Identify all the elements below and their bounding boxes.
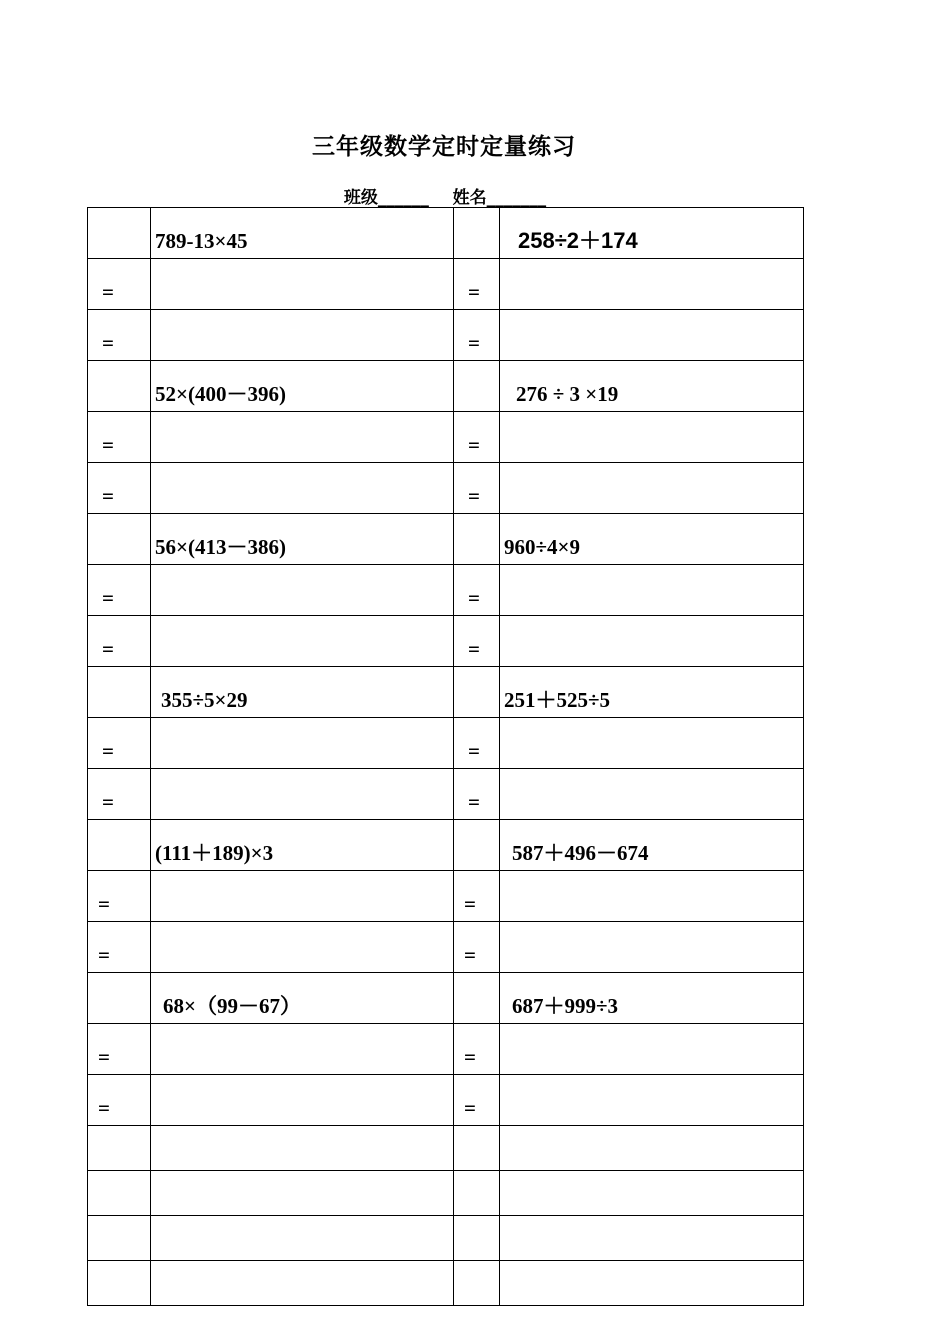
answer-row <box>88 310 804 361</box>
equals-sign: = <box>88 616 151 667</box>
equals-sign: = <box>454 565 500 616</box>
answer-cell[interactable] <box>151 871 454 922</box>
blank-cell[interactable] <box>500 1261 804 1306</box>
answer-row <box>88 565 804 616</box>
answer-cell[interactable] <box>500 1075 804 1126</box>
blank-cell <box>88 514 151 565</box>
problem-left: 355÷5×29 <box>151 667 454 718</box>
class-blank[interactable]: ______ <box>377 188 429 208</box>
equals-sign: = <box>88 718 151 769</box>
problem-left: 56×(413－386) <box>151 514 454 565</box>
problem-left: 789-13×45 <box>151 208 454 259</box>
problem-left: (111＋189)×3 <box>151 820 454 871</box>
blank-cell[interactable] <box>454 1171 500 1216</box>
equals-sign: = <box>454 616 500 667</box>
answer-row <box>88 1024 804 1075</box>
empty-row <box>88 1171 804 1216</box>
answer-cell[interactable] <box>500 769 804 820</box>
problem-right: 276 ÷ 3 ×19 <box>500 361 804 412</box>
answer-row <box>88 1075 804 1126</box>
answer-row <box>88 463 804 514</box>
equals-sign: = <box>88 1075 151 1126</box>
equals-sign: = <box>88 1024 151 1075</box>
answer-cell[interactable] <box>151 616 454 667</box>
blank-cell <box>88 667 151 718</box>
answer-row <box>88 769 804 820</box>
worksheet-table <box>87 207 804 1306</box>
blank-cell[interactable] <box>151 1171 454 1216</box>
student-info <box>0 183 890 208</box>
blank-cell[interactable] <box>151 1216 454 1261</box>
answer-row <box>88 718 804 769</box>
answer-cell[interactable] <box>151 1075 454 1126</box>
answer-cell[interactable] <box>151 412 454 463</box>
answer-cell[interactable] <box>151 769 454 820</box>
blank-cell <box>454 361 500 412</box>
answer-cell[interactable] <box>500 310 804 361</box>
problem-left: 52×(400－396) <box>151 361 454 412</box>
problem-row <box>88 514 804 565</box>
equals-sign: = <box>454 310 500 361</box>
blank-cell <box>88 208 151 259</box>
name-blank[interactable]: _______ <box>486 188 547 208</box>
equals-sign: = <box>454 718 500 769</box>
answer-cell[interactable] <box>151 922 454 973</box>
problem-row <box>88 667 804 718</box>
blank-cell <box>88 361 151 412</box>
equals-sign: = <box>88 871 151 922</box>
problem-row <box>88 973 804 1024</box>
answer-cell[interactable] <box>500 871 804 922</box>
blank-cell[interactable] <box>88 1216 151 1261</box>
blank-cell[interactable] <box>454 1216 500 1261</box>
blank-cell[interactable] <box>454 1126 500 1171</box>
problem-right: 587＋496－674 <box>500 820 804 871</box>
equals-sign: = <box>454 259 500 310</box>
equals-sign: = <box>88 565 151 616</box>
class-label: 班级 <box>343 188 378 208</box>
answer-cell[interactable] <box>151 259 454 310</box>
blank-cell[interactable] <box>151 1261 454 1306</box>
blank-cell <box>454 973 500 1024</box>
blank-cell <box>454 514 500 565</box>
equals-sign: = <box>88 922 151 973</box>
equals-sign: = <box>454 922 500 973</box>
answer-cell[interactable] <box>500 259 804 310</box>
answer-cell[interactable] <box>500 718 804 769</box>
equals-sign: = <box>88 412 151 463</box>
equals-sign: = <box>88 310 151 361</box>
equals-sign: = <box>454 463 500 514</box>
equals-sign: = <box>88 259 151 310</box>
name-label: 姓名 <box>452 188 487 208</box>
answer-cell[interactable] <box>151 310 454 361</box>
equals-sign: = <box>88 769 151 820</box>
blank-cell <box>454 208 500 259</box>
equals-sign: = <box>454 1024 500 1075</box>
blank-cell[interactable] <box>88 1126 151 1171</box>
empty-row <box>88 1216 804 1261</box>
answer-cell[interactable] <box>500 1024 804 1075</box>
problem-left: 68×（99－67） <box>151 973 454 1024</box>
blank-cell[interactable] <box>88 1261 151 1306</box>
empty-row <box>88 1126 804 1171</box>
problem-row <box>88 208 804 259</box>
problem-right: 960÷4×9 <box>500 514 804 565</box>
equals-sign: = <box>88 463 151 514</box>
blank-cell[interactable] <box>500 1126 804 1171</box>
answer-cell[interactable] <box>151 565 454 616</box>
answer-cell[interactable] <box>500 922 804 973</box>
problem-row <box>88 361 804 412</box>
blank-cell <box>454 820 500 871</box>
answer-row <box>88 871 804 922</box>
blank-cell <box>88 973 151 1024</box>
equals-sign: = <box>454 871 500 922</box>
problem-right: 258÷2＋174 <box>500 208 804 259</box>
answer-cell[interactable] <box>500 463 804 514</box>
blank-cell <box>88 820 151 871</box>
answer-row <box>88 616 804 667</box>
answer-cell[interactable] <box>500 565 804 616</box>
answer-row <box>88 922 804 973</box>
blank-cell[interactable] <box>88 1171 151 1216</box>
answer-row <box>88 412 804 463</box>
blank-cell[interactable] <box>500 1171 804 1216</box>
problem-row <box>88 820 804 871</box>
answer-cell[interactable] <box>500 412 804 463</box>
equals-sign: = <box>454 412 500 463</box>
page-title: 三年级数学定时定量练习 <box>312 134 576 160</box>
equals-sign: = <box>454 1075 500 1126</box>
blank-cell <box>454 667 500 718</box>
blank-cell[interactable] <box>151 1126 454 1171</box>
problem-right: 687＋999÷3 <box>500 973 804 1024</box>
problem-right: 251＋525÷5 <box>500 667 804 718</box>
blank-cell[interactable] <box>454 1261 500 1306</box>
answer-cell[interactable] <box>151 1024 454 1075</box>
answer-cell[interactable] <box>500 616 804 667</box>
answer-row <box>88 259 804 310</box>
answer-cell[interactable] <box>151 718 454 769</box>
empty-row <box>88 1261 804 1306</box>
equals-sign: = <box>454 769 500 820</box>
blank-cell[interactable] <box>500 1216 804 1261</box>
answer-cell[interactable] <box>151 463 454 514</box>
